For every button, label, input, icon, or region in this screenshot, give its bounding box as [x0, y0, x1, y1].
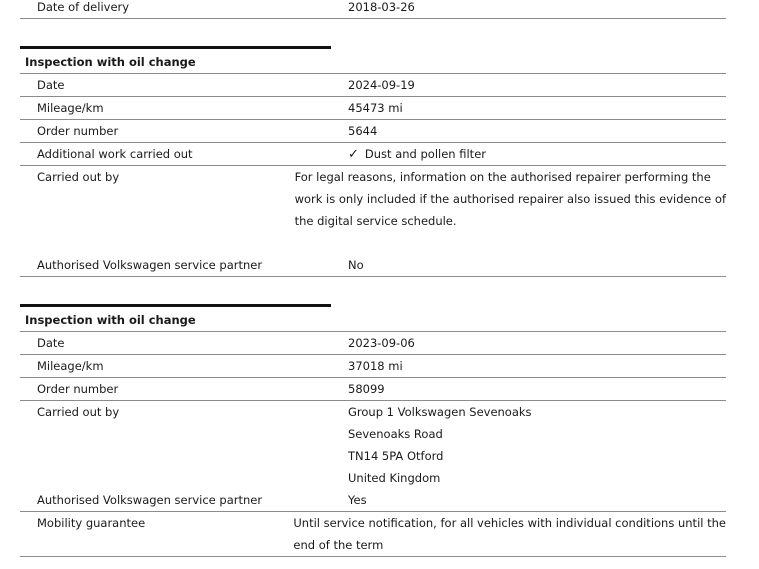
row-label: Mileage/km [37, 101, 104, 115]
row-label: Order number [37, 124, 119, 138]
section-title: Inspection with oil change [20, 309, 726, 332]
row-value-line: Until service notification, for all vehicles with individual conditions until the [293, 516, 726, 530]
row-value-line: For legal reasons, information on the authorised repairer performing the [294, 170, 711, 184]
inspection-section [20, 46, 726, 277]
additional-work-row [20, 143, 726, 166]
row-value: 58099 [348, 382, 385, 396]
mileage-row [20, 97, 726, 120]
checkmark-icon: ✓ [348, 147, 359, 162]
row-label: Carried out by [37, 405, 120, 419]
carried-out-by-row [20, 401, 726, 489]
carried-out-by-row [20, 166, 726, 254]
row-label: Authorised Volkswagen service partner [37, 258, 263, 272]
inspection-section [20, 304, 726, 557]
row-value-line: the digital service schedule. [294, 214, 457, 228]
row-value-line: work is only included if the authorised repairer also issued this evidence of [294, 192, 726, 206]
row-value-line: Sevenoaks Road [348, 427, 443, 441]
service-partner-row [20, 254, 726, 277]
row-value: No [348, 258, 364, 272]
row-value: 45473 mi [348, 101, 403, 115]
row-label: Order number [37, 382, 119, 396]
row-value-line: TN14 5PA Otford [348, 449, 444, 463]
section-title: Inspection with oil change [20, 51, 726, 74]
order-number-row [20, 120, 726, 143]
order-number-row [20, 378, 726, 401]
row-label: Date [37, 336, 65, 350]
row-value: 2024-09-19 [348, 78, 415, 92]
mileage-row [20, 355, 726, 378]
row-label: Date of delivery [37, 0, 130, 14]
row-label: Mileage/km [37, 359, 104, 373]
section-divider [20, 46, 331, 49]
row-value: 2018-03-26 [348, 0, 415, 14]
row-value: Yes [348, 493, 367, 507]
row-label: Date [37, 78, 65, 92]
row-value-line: Group 1 Volkswagen Sevenoaks [348, 405, 532, 419]
row-label: Carried out by [37, 170, 120, 184]
row-value-line: end of the term [293, 538, 384, 552]
row-value: 5644 [348, 124, 378, 138]
service-partner-row [20, 489, 726, 512]
row-value: 2023-09-06 [348, 336, 415, 350]
service-schedule-document [20, 0, 726, 557]
row-value: 37018 mi [348, 359, 403, 373]
row-value-line: United Kingdom [348, 471, 441, 485]
date-row [20, 332, 726, 355]
row-value: Dust and pollen filter [364, 147, 486, 161]
row-label: Authorised Volkswagen service partner [37, 493, 263, 507]
row-label: Additional work carried out [37, 147, 193, 161]
delivery-row [20, 0, 726, 19]
mobility-guarantee-row [20, 512, 726, 557]
date-row [20, 74, 726, 97]
row-label: Mobility guarantee [37, 516, 146, 530]
section-divider [20, 304, 331, 307]
